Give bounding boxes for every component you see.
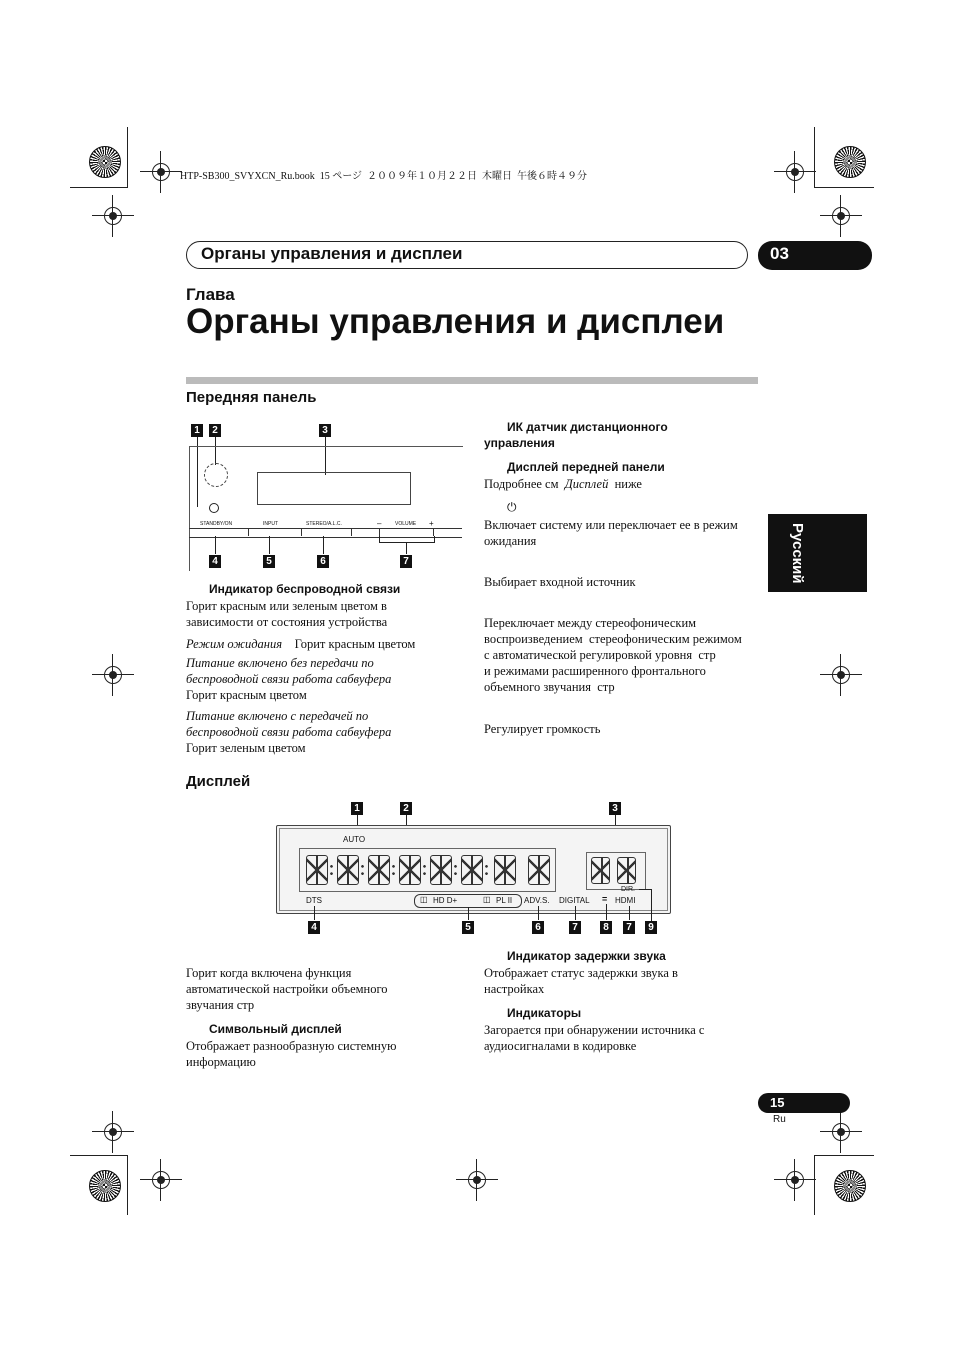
front-panel-display (257, 472, 411, 505)
stereo-button (301, 528, 352, 536)
callout-line (406, 542, 407, 554)
display-heading: Дисплей (186, 773, 251, 790)
crop-line (70, 1155, 128, 1156)
fp-item4-desc: Включает систему или переключает ее в режим ожидания (484, 518, 738, 548)
eq-indicator: = (602, 894, 608, 904)
registration-starburst-icon (834, 146, 866, 178)
callout-number: 7 (400, 555, 412, 568)
crosshair-mark-icon (98, 1117, 128, 1147)
callout-line (215, 536, 216, 554)
fp-item1-desc: Горит красным или зеленым цветом в зависимости от состояния устройства (186, 599, 388, 629)
volume-bracket (379, 536, 435, 543)
crosshair-mark-icon (826, 660, 856, 690)
segment-cell (494, 855, 516, 885)
callout-number: 5 (263, 555, 275, 568)
callout-line (651, 889, 652, 921)
callout-line (269, 536, 270, 554)
segment-cell (430, 855, 452, 885)
callout-line (314, 906, 315, 920)
language-tab-label: Русский (789, 522, 806, 584)
callout-number: 6 (532, 921, 544, 934)
digital-indicator: DIGITAL (559, 896, 590, 905)
crop-line (127, 127, 128, 187)
callout-number: 8 (600, 921, 612, 934)
fp-item1-state3-value: Горит зеленым цветом (186, 741, 306, 755)
callout-number: 2 (400, 802, 412, 815)
callout-number: 9 (645, 921, 657, 934)
segment-cell (337, 855, 359, 885)
segment-colon (392, 864, 395, 876)
page-language: Ru (773, 1114, 786, 1125)
callout-number: 7 (569, 921, 581, 934)
chapter-number: 03 (770, 244, 789, 263)
crosshair-mark-icon (146, 1165, 176, 1195)
crosshair-mark-icon (780, 1165, 810, 1195)
disp-item3-desc: Отображает статус задержки звука в настройках (484, 966, 678, 996)
input-label: INPUT (263, 521, 278, 527)
fp-item1-state2-value: Горит красным цветом (186, 688, 307, 702)
fp-item2-heading: ИК датчик дистанционного управления (484, 420, 668, 450)
hd-indicator: HD D+ (433, 896, 458, 905)
fp-item3-desc (484, 476, 642, 492)
crop-line (70, 187, 128, 188)
page-title: Органы управления и дисплеи (186, 302, 725, 341)
disp-item3-heading: Индикатор задержки звука (507, 949, 666, 963)
crosshair-mark-icon (780, 157, 810, 187)
dolby-icon: ◫ (420, 895, 428, 904)
wireless-indicator (209, 503, 219, 513)
segment-colon (454, 864, 457, 876)
callout-line (538, 906, 539, 920)
crosshair-mark-icon (462, 1165, 492, 1195)
volume-minus-label: – (377, 519, 382, 528)
disp-item2-heading: Символьный дисплей (209, 1022, 342, 1036)
front-panel-heading: Передняя панель (186, 389, 317, 406)
callout-number: 4 (209, 555, 221, 568)
hdmi-indicator: HDMI (615, 896, 636, 905)
callout-line (606, 904, 607, 920)
stereo-label: STEREO/A.L.C. (306, 521, 342, 527)
crosshair-mark-icon (98, 660, 128, 690)
registration-starburst-icon (834, 1170, 866, 1202)
fp-item1-state3-label: Питание включено с передачей по беспроводной связи работа сабвуфера (186, 709, 392, 739)
disp-item1-desc: Горит когда включена функция автоматической настройки объемного звучания стр (186, 966, 388, 1012)
section-rule (186, 377, 758, 384)
segment-cell (399, 855, 421, 885)
crosshair-mark-icon (98, 201, 128, 231)
callout-number: 3 (609, 802, 621, 815)
standby-label: STANDBY/ON (200, 521, 233, 527)
callout-number: 7 (623, 921, 635, 934)
segment-colon (330, 864, 333, 876)
callout-number: 2 (209, 424, 221, 437)
crop-line (814, 1155, 874, 1156)
desc-prefix: Подробнее см (484, 477, 559, 491)
segment-cell (368, 855, 390, 885)
callout-line (323, 536, 324, 554)
fp-item1-state1 (186, 636, 456, 652)
disp-item4-desc: Загорается при обнаружении источника с аудиосигналами в кодировке (484, 1023, 705, 1053)
dts-indicator: DTS (306, 896, 322, 905)
volume-down-button (351, 528, 380, 536)
crop-line (814, 127, 815, 187)
crosshair-mark-icon (826, 201, 856, 231)
callout-number: 5 (462, 921, 474, 934)
volume-up-button (433, 528, 462, 536)
segment-cell (528, 855, 550, 885)
fp-item7-desc: Регулирует громкость (484, 722, 601, 736)
crop-line (814, 187, 874, 188)
state-value: Горит красным цветом (294, 637, 416, 651)
callout-number: 3 (319, 424, 331, 437)
fp-item1-state2-label: Питание включено без передачи по беспроводной связи работа сабвуфера (186, 656, 392, 686)
power-icon: ⏻ (507, 500, 517, 514)
advs-indicator: ADV.S. (524, 896, 550, 905)
desc-suffix: ниже (614, 477, 642, 491)
registration-starburst-icon (89, 1170, 121, 1202)
segment-colon (361, 864, 364, 876)
segment-colon (485, 864, 488, 876)
callout-line (575, 906, 576, 920)
callout-number: 4 (308, 921, 320, 934)
ir-sensor (204, 463, 228, 487)
fp-item5-desc: Выбирает входной источник (484, 575, 636, 589)
state-label: Режим ожидания (186, 637, 283, 651)
volume-plus-label: + (429, 519, 434, 528)
fp-item6-desc: Переключает между стереофоническим воспроизведением стереофоническим режимом с автоматической регулировкой уровня стр и режимами расширенного фронтального объемного звучания стр (484, 616, 745, 694)
panel-body (189, 446, 463, 571)
crop-line (127, 1155, 128, 1215)
crop-line (814, 1155, 815, 1215)
disp-item4-heading: Индикаторы (507, 1006, 582, 1020)
segment-cell (306, 855, 328, 885)
callout-line (639, 889, 651, 890)
callout-number: 1 (351, 802, 363, 815)
crosshair-mark-icon (146, 157, 176, 187)
segment-colon (423, 864, 426, 876)
header-title: Органы управления и дисплеи (201, 244, 463, 263)
callout-number: 1 (191, 424, 203, 437)
callout-line (468, 907, 469, 920)
volume-label: VOLUME (395, 521, 417, 527)
pl-indicator: PL II (496, 896, 513, 905)
front-panel-diagram (186, 420, 462, 570)
chapter-label: Глава (186, 285, 235, 304)
delay-segment-cell (591, 857, 610, 884)
standby-button (189, 528, 249, 536)
dolby-icon: ◫ (483, 895, 491, 904)
fp-item3-heading: Дисплей передней панели (507, 460, 665, 474)
callout-number: 6 (317, 555, 329, 568)
fp-item1-heading: Индикатор беспроводной связи (209, 582, 401, 596)
segment-cell (461, 855, 483, 885)
page-number: 15 (770, 1095, 785, 1110)
desc-link: Дисплей (564, 477, 609, 491)
delay-segment-cell (617, 857, 636, 884)
input-button (248, 528, 302, 536)
callout-line (629, 906, 630, 920)
disp-item2-desc: Отображает разнообразную системную информацию (186, 1039, 397, 1069)
print-header: HTP-SB300_SVYXCN_Ru.book 15 ページ ２００９年１０月２２日 木曜日 午後６時４９分 (180, 171, 588, 182)
registration-starburst-icon (89, 146, 121, 178)
crosshair-mark-icon (826, 1117, 856, 1147)
dir-indicator: DIR. (621, 886, 635, 893)
auto-indicator: AUTO (343, 835, 366, 844)
